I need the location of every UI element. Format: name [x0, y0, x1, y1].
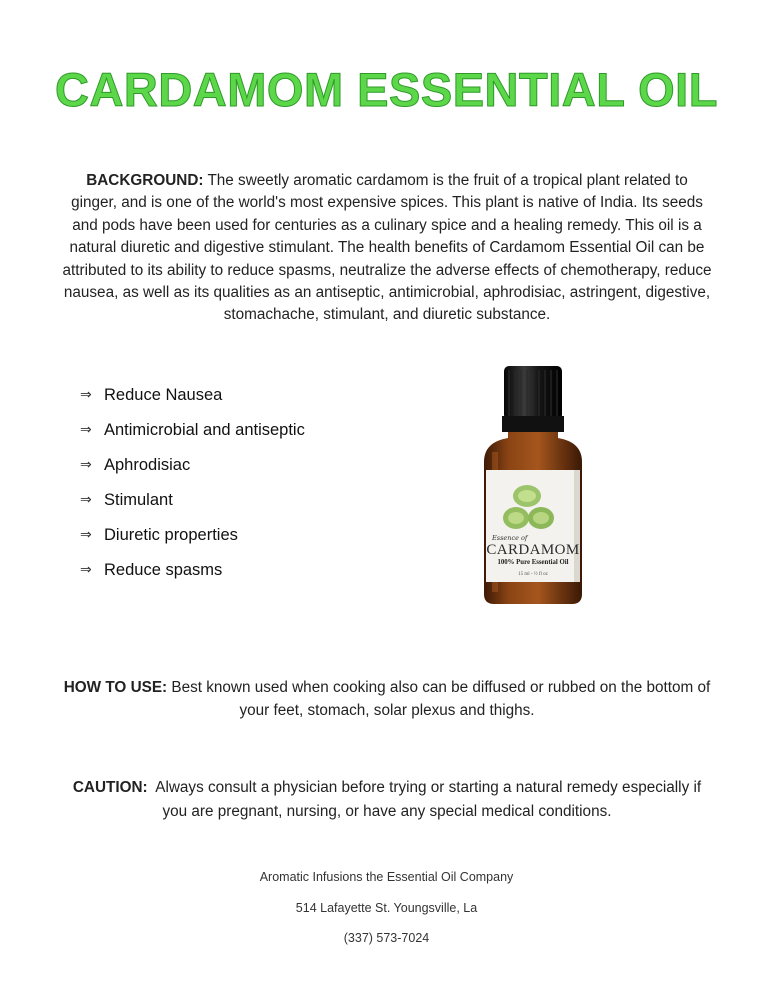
product-bottle-image [478, 362, 588, 607]
footer-phone: (337) 573-7024 [343, 931, 430, 945]
list-item [80, 552, 420, 587]
double-arrow-right-icon: ⇒ [80, 421, 92, 438]
list-item [80, 447, 420, 482]
bottle-name-text: CARDAMOM [486, 542, 580, 558]
list-item [80, 412, 420, 447]
bottle-volume-text: 15 ml - ½ fl oz [518, 572, 548, 577]
footer-address: 514 Lafayette St. Youngsville, La [295, 901, 478, 915]
double-arrow-right-icon: ⇒ [80, 526, 92, 543]
background-label: BACKGROUND: [86, 172, 204, 189]
list-item [80, 482, 420, 517]
benefit-label: Aphrodisiac [104, 455, 191, 474]
page-title: CARDAMOM ESSENTIAL OIL [55, 63, 718, 116]
caution-label: CAUTION: [72, 779, 148, 796]
list-item [80, 517, 420, 552]
benefit-label: Reduce Nausea [104, 385, 223, 404]
double-arrow-right-icon: ⇒ [80, 561, 92, 578]
how-to-use-label: HOW TO USE: [63, 679, 168, 696]
caution-paragraph [62, 776, 712, 824]
double-arrow-right-icon: ⇒ [80, 456, 92, 473]
background-text: The sweetly aromatic cardamom is the fruit of a tropical plant related to ginger, and is one of the world's most expensive spices. This plant is native of India. Its seeds and pods have been used for centuries as a culinary spice and a healing remedy. This oil is a natural diuretic and digestive stimulant. The health benefits of Cardamom Essential Oil can be attributed to its ability to reduce spasms, neutralize the adverse effects of chemotherapy, reduce nausea, as well as its qualities as an antiseptic, antimicrobial, aphrodisiac, astringent, digestive, stomachache, stimulant, and diuretic substance. [62, 172, 712, 324]
benefit-label: Reduce spasms [104, 560, 223, 579]
benefits-list [80, 377, 420, 587]
how-to-use-text: Best known used when cooking also can be diffused or rubbed on the bottom of your feet, stomach, solar plexus and thighs. [167, 679, 711, 719]
bottle-subtitle-text: 100% Pure Essential Oil [497, 559, 569, 566]
footer-company: Aromatic Infusions the Essential Oil Company [259, 870, 514, 884]
benefit-label: Antimicrobial and antiseptic [104, 420, 305, 439]
caution-text: Always consult a physician before trying or starting a natural remedy especially if you are pregnant, nursing, or have any special medical conditions. [147, 779, 706, 820]
benefit-label: Diuretic properties [104, 525, 238, 544]
double-arrow-right-icon: ⇒ [80, 491, 92, 508]
background-paragraph [62, 170, 712, 327]
benefit-label: Stimulant [104, 490, 173, 509]
double-arrow-right-icon: ⇒ [80, 386, 92, 403]
list-item [80, 377, 420, 412]
how-to-use-paragraph [62, 677, 712, 722]
bottle-brand-text: Essence of [492, 534, 528, 542]
